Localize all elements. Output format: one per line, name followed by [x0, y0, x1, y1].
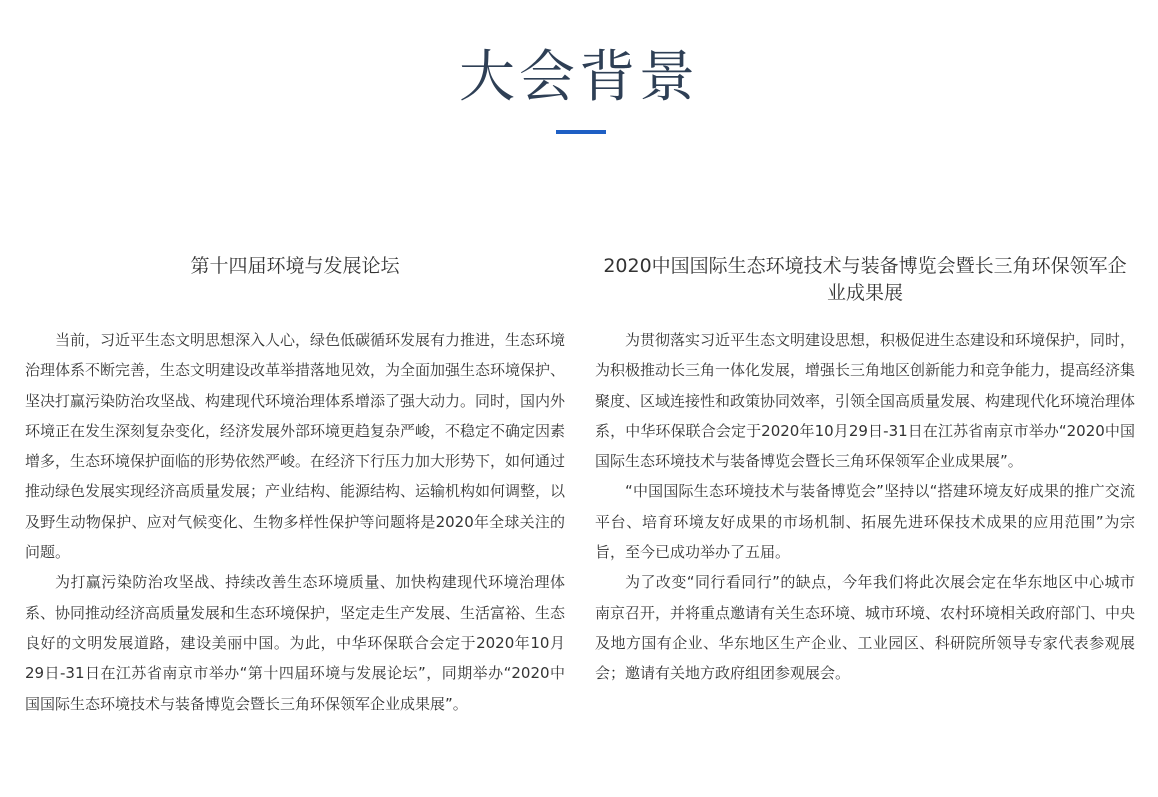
forum-paragraph: 当前，习近平生态文明思想深入人心，绿色低碳循环发展有力推进，生态环境治理体系不断完善，生态文明建设改革举措落地见效，为全面加强生态环境保护、坚决打赢污染防治攻坚战、构建现代环境治理体系增添了强大动力。同时，国内外环境正在发生深刻复杂变化，经济发展外部环境更趋复杂严峻，不稳定不确定因素增多，生态环境保护面临的形势依然严峻。在经济下行压力加大形势下，如何通过推动绿色发展实现经济高质量发展；产业结构、能源结构、运输机构如何调整，以及野生动物保护、应对气候变化、生物多样性保护等问题将是2020年全球关注的问题。	[25, 331, 566, 562]
forum-column	[25, 253, 565, 719]
expo-column	[595, 253, 1135, 689]
expo-heading: 2020中国国际生态环境技术与装备博览会暨长三角环保领军企业成果展	[603, 255, 1127, 304]
title-underline	[556, 130, 606, 134]
expo-paragraph: 为了改变“同行看同行”的缺点，今年我们将此次展会定在华东地区中心城市南京召开，并将重点邀请有关生态环境、城市环境、农村环境相关政府部门、中央及地方国有企业、华东地区生产企业、工业园区、科研院所领导专家代表参观展会；邀请有关地方政府组团参观展会。	[595, 573, 1136, 683]
expo-body	[595, 325, 1135, 689]
forum-heading: 第十四届环境与发展论坛	[190, 255, 400, 277]
forum-body	[25, 325, 565, 719]
forum-paragraph: 为打赢污染防治攻坚战、持续改善生态环境质量、加快构建现代环境治理体系、协同推动经济高质量发展和生态环境保护，坚定走生产发展、生活富裕、生态良好的文明发展道路，建设美丽中国。为此，中华环保联合会定于2020年10月29日-31日在江苏省南京市举办“第十四届环境与发展论坛”，同期举办“2020中国国际生态环境技术与装备博览会暨长三角环保领军企业成果展”。	[25, 573, 566, 713]
expo-paragraph: 为贯彻落实习近平生态文明建设思想，积极促进生态建设和环境保护，同时，为积极推动长三角一体化发展，增强长三角地区创新能力和竞争能力，提高经济集聚度、区域连接性和政策协同效率，引领全国高质量发展、构建现代化环境治理体系，中华环保联合会定于2020年10月29日-31日在江苏省南京市举办“2020中国国际生态环境技术与装备博览会暨长三角环保领军企业成果展”。	[595, 331, 1136, 471]
expo-paragraph: “中国国际生态环境技术与装备博览会”坚持以“搭建环境友好成果的推广交流平台、培育环境友好成果的市场机制、拓展先进环保技术成果的应用范围”为宗旨，至今已成功举办了五届。	[595, 482, 1135, 562]
page-title: 大会背景	[459, 45, 699, 110]
